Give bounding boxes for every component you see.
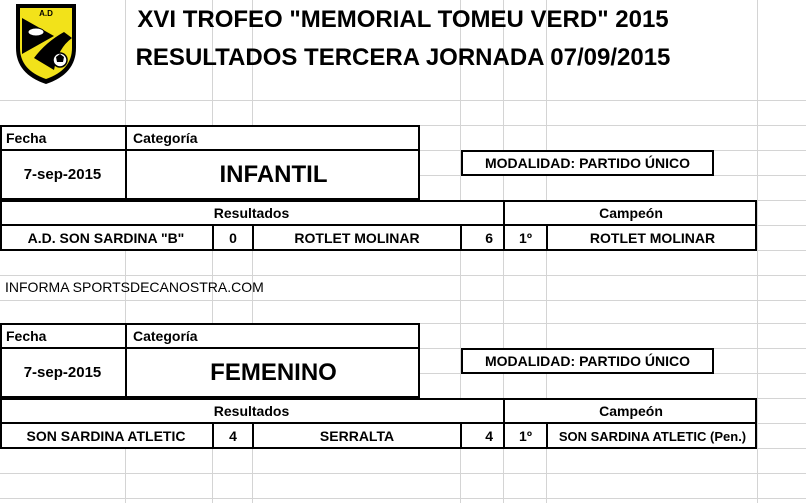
champion-team: SON SARDINA ATLETIC (Pen.) (558, 428, 747, 444)
away-score: 6 (485, 230, 493, 246)
away-score: 4 (485, 428, 493, 444)
categoria-label: Categoría (133, 130, 198, 146)
match-date: 7-sep-2015 (23, 166, 102, 183)
fecha-label: Fecha (6, 328, 47, 344)
fecha-label: Fecha (6, 130, 47, 146)
resultados-header: Resultados (213, 403, 290, 419)
categoria-label: Categoría (133, 328, 198, 344)
modalidad-badge: MODALIDAD: PARTIDO ÚNICO (461, 348, 714, 374)
away-team: SERRALTA (319, 428, 395, 444)
home-score: 4 (229, 428, 237, 444)
resultados-header: Resultados (213, 205, 290, 221)
champion-place: 1º (519, 428, 532, 444)
category-name: FEMENINO (210, 358, 337, 386)
match-date: 7-sep-2015 (23, 364, 102, 381)
category-name: INFANTIL (219, 160, 328, 188)
page-subtitle: RESULTADOS TERCERA JORNADA 07/09/2015 (135, 44, 671, 71)
info-source-note: INFORMA SPORTSDECANOSTRA.COM (5, 279, 264, 295)
modalidad-badge: MODALIDAD: PARTIDO ÚNICO (461, 150, 714, 176)
home-team: SON SARDINA ATLETIC (26, 428, 186, 444)
champion-place: 1º (519, 230, 532, 246)
campeon-header: Campeón (599, 205, 663, 221)
home-team: A.D. SON SARDINA "B" (27, 230, 185, 246)
away-team: ROTLET MOLINAR (294, 230, 420, 246)
home-score: 0 (229, 230, 237, 246)
svg-text:A.D: A.D (39, 9, 53, 18)
champion-team: ROTLET MOLINAR (589, 230, 716, 246)
page-title: XVI TROFEO "MEMORIAL TOMEU VERD" 2015 (137, 6, 669, 33)
campeon-header: Campeón (599, 403, 663, 419)
